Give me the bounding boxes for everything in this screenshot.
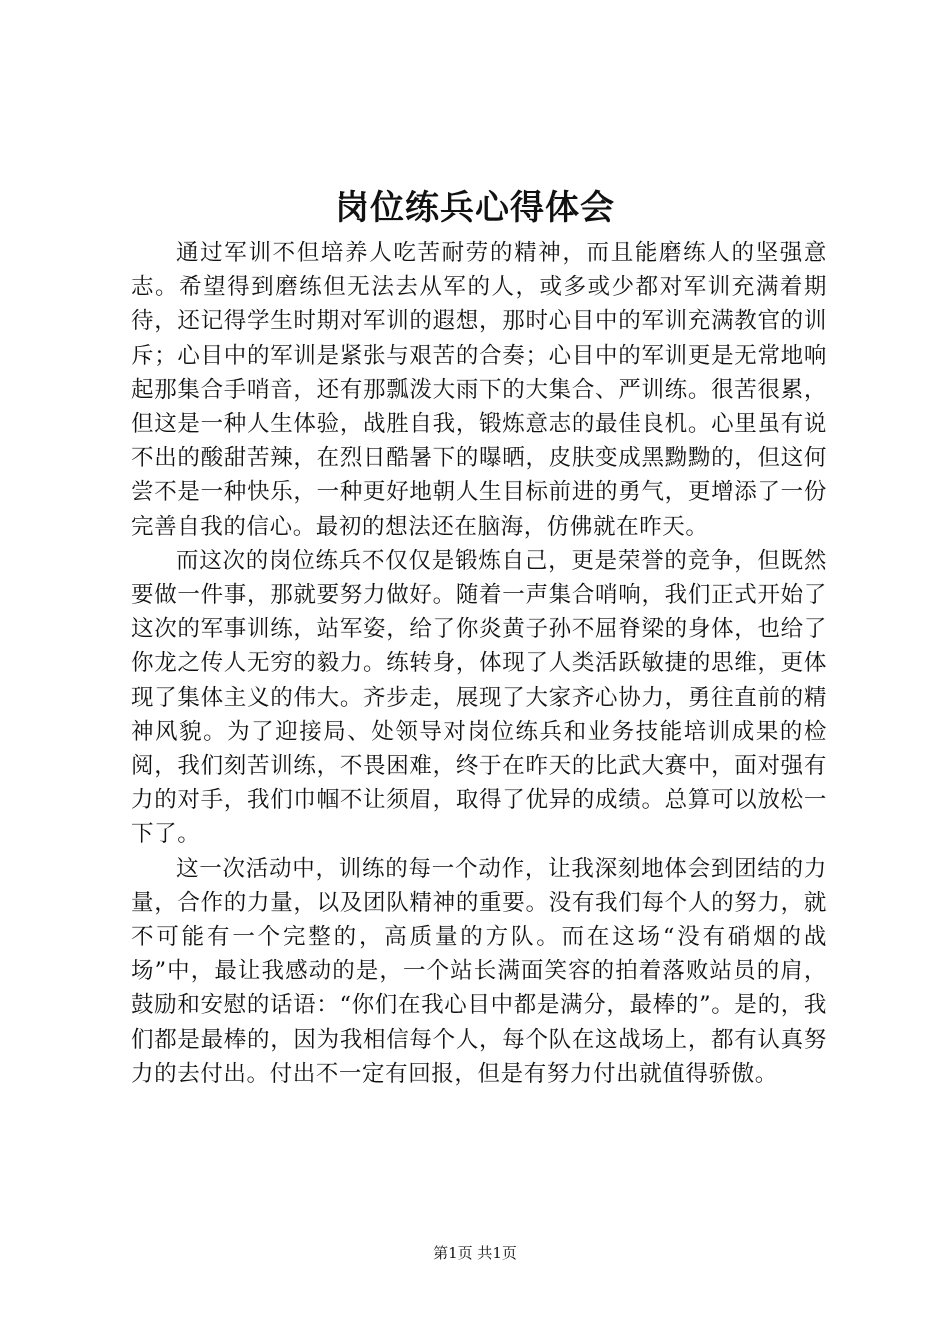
paragraph-1: 通过军训不但培养人吃苦耐劳的精神，而且能磨练人的坚强意志。希望得到磨练但无法去从军的人，或多或少都对军训充满着期待，还记得学生时期对军训的遐想，那时心目中的军训充满教官的训斥；心目中的军训是紧张与艰苦的合奏；心目中的军训更是无常地响起那集合手哨音，还有那瓢泼大雨下的大集合、严训练。很苦很累，但这是一种人生体验，战胜自我，锻炼意志的最佳良机。心里虽有说不出的酸甜苦辣，在烈日酷暑下的曝晒，皮肤变成黑黝黝的，但这何尝不是一种快乐，一种更好地朝人生目标前进的勇气，更增添了一份完善自我的信心。最初的想法还在脑海，仿佛就在昨天。 xyxy=(131,240,827,540)
page-footer: 第1页 共1页 xyxy=(433,1244,517,1262)
document-body xyxy=(131,236,827,1091)
paragraph-2: 而这次的岗位练兵不仅仅是锻炼自己，更是荣誉的竞争，但既然要做一件事，那就要努力做好。随着一声集合哨响，我们正式开始了这次的军事训练，站军姿，给了你炎黄子孙不屈脊梁的身体，也给了你龙之传人无穷的毅力。练转身，体现了人类活跃敏捷的思维，更体现了集体主义的伟大。齐步走，展现了大家齐心协力，勇往直前的精神风貌。为了迎接局、处领导对岗位练兵和业务技能培训成果的检阅，我们刻苦训练，不畏困难，终于在昨天的比武大赛中，面对强有力的对手，我们巾帼不让须眉，取得了优异的成绩。总算可以放松一下了。 xyxy=(131,547,827,848)
paragraph-3: 这一次活动中，训练的每一个动作，让我深刻地体会到团结的力量，合作的力量，以及团队精神的重要。没有我们每个人的努力，就不可能有一个完整的，高质量的方队。而在这场“没有硝烟的战场”中，最让我感动的是，一个站长满面笑容的拍着落败站员的肩，鼓励和安慰的话语：“你们在我心目中都是满分，最棒的”。是的，我们都是最棒的，因为我相信每个人，每个队在这战场上，都有认真努力的去付出。付出不一定有回报，但是有努力付出就值得骄傲。 xyxy=(131,855,827,1087)
document-title: 岗位练兵心得体会 xyxy=(335,188,615,228)
